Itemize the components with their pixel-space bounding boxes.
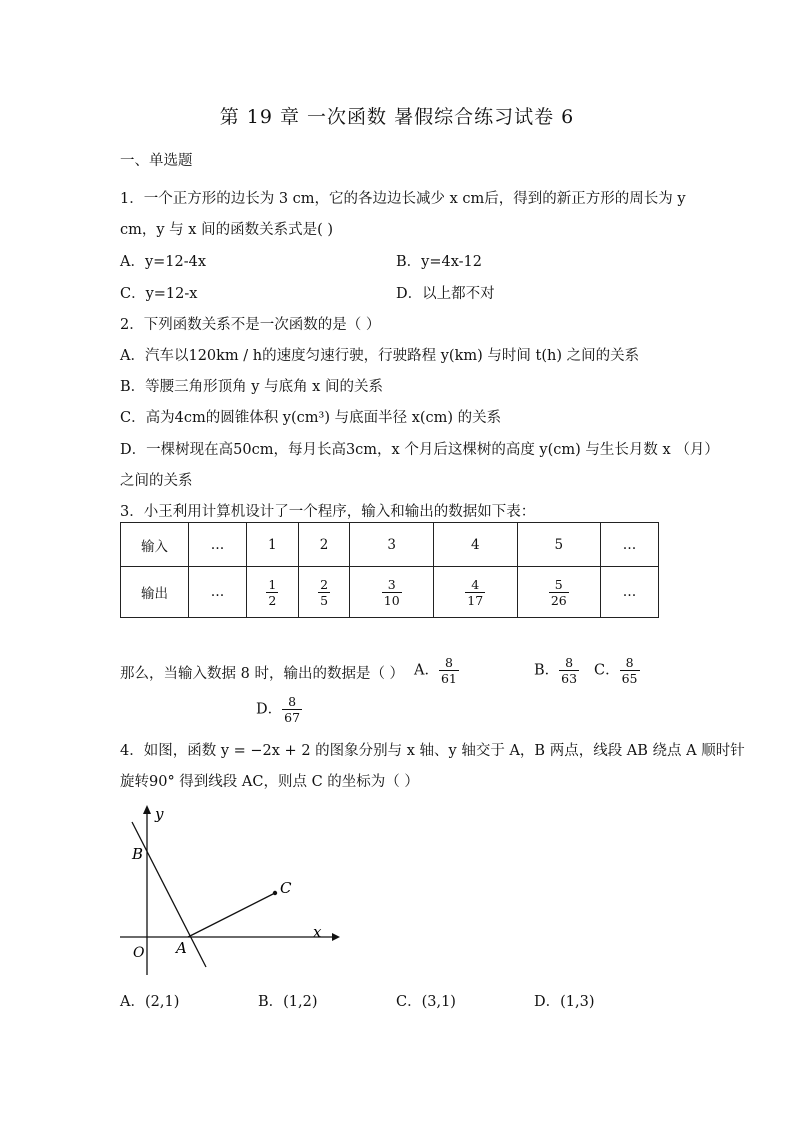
- page-title: 第 19 章 一次函数 暑假综合练习试卷 6: [219, 106, 575, 128]
- table-cell: …: [601, 567, 659, 618]
- point-b-label: B: [132, 845, 144, 863]
- fraction: $\frac{8}{65}$: [621, 655, 638, 686]
- q4-stem-line1: 4．如图，函数 y = −2x + 2 的图象分别与 x 轴、y 轴交于 A，B 两点，线段 AB 绕点 A 顺时针: [120, 743, 745, 759]
- origin-label: O: [133, 945, 145, 961]
- point-c: [273, 891, 277, 895]
- fraction: $\frac{5}{26}$: [550, 576, 567, 608]
- table-cell: …: [601, 523, 659, 567]
- table-cell: [517, 567, 601, 618]
- fraction: $\frac{8}{63}$: [561, 655, 578, 686]
- table-row-output: [121, 567, 659, 618]
- q2-option-d-line2: 之间的关系: [120, 473, 193, 489]
- x-axis-label: x: [313, 923, 322, 941]
- fraction: $\frac{2}{5}$: [320, 576, 329, 608]
- table-cell: [350, 567, 434, 618]
- q1-option-c[interactable]: C．y=12-x: [120, 286, 198, 302]
- x-axis-arrow-icon: [332, 933, 340, 941]
- q3-option-a[interactable]: A． $\frac{8}{61}$: [414, 655, 457, 686]
- q2-option-a[interactable]: A．汽车以120km / h的速度匀速行驶，行驶路程 y(km) 与时间 t(h) 之间的关系: [120, 348, 640, 364]
- q3-option-c[interactable]: C． $\frac{8}{65}$: [594, 655, 638, 686]
- segment-ac: [188, 893, 275, 937]
- io-table: [120, 522, 659, 618]
- q3-option-d[interactable]: D． $\frac{8}{67}$: [256, 694, 301, 725]
- table-cell: 5: [517, 523, 601, 567]
- q3-stem: 3．小王利用计算机设计了一个程序，输入和输出的数据如下表：: [120, 504, 536, 520]
- q1-option-b[interactable]: B．y=4x-12: [396, 254, 482, 270]
- fraction: $\frac{8}{61}$: [440, 655, 457, 686]
- table-cell: …: [189, 567, 247, 618]
- fraction: $\frac{4}{17}$: [467, 576, 484, 608]
- q4-figure: [120, 800, 340, 980]
- y-axis-label: y: [155, 805, 164, 823]
- q2-option-b[interactable]: B．等腰三角形顶角 y 与底角 x 间的关系: [120, 379, 383, 395]
- point-a-label: A: [176, 939, 187, 957]
- q4-option-a[interactable]: A．(2,1): [120, 994, 180, 1010]
- fraction: $\frac{8}{67}$: [284, 694, 301, 725]
- q4-option-c[interactable]: C．(3,1): [396, 994, 456, 1010]
- table-cell: [298, 567, 350, 618]
- y-axis-arrow-icon: [143, 805, 151, 814]
- q2-option-c[interactable]: C．高为4cm的圆锥体积 y(cm³) 与底面半径 x(cm) 的关系: [120, 410, 502, 426]
- q3-question: 那么，当输入数据 8 时，输出的数据是（ ）: [120, 666, 405, 682]
- table-cell: 3: [350, 523, 434, 567]
- fraction: $\frac{1}{2}$: [268, 576, 277, 608]
- table-cell: 1: [246, 523, 298, 567]
- q3-option-b[interactable]: B． $\frac{8}{63}$: [534, 655, 578, 686]
- table-cell: 2: [298, 523, 350, 567]
- q4-option-d[interactable]: D．(1,3): [534, 994, 595, 1010]
- table-cell: 4: [433, 523, 517, 567]
- table-cell: [246, 567, 298, 618]
- q1-stem-line2: cm，y 与 x 间的函数关系式是( ): [120, 222, 333, 238]
- q4-stem-line2: 旋转90° 得到线段 AC，则点 C 的坐标为（ ）: [120, 774, 419, 790]
- q1-stem-line1: 1．一个正方形的边长为 3 cm，它的各边边长减少 x cm后，得到的新正方形的周长为 y: [120, 191, 686, 207]
- section-heading: 一、单选题: [120, 153, 193, 169]
- point-c-label: C: [280, 879, 292, 897]
- q1-option-a[interactable]: A．y=12-4x: [120, 254, 207, 270]
- table-row-input: [121, 523, 659, 567]
- q2-stem: 2．下列函数关系不是一次函数的是（ ）: [120, 317, 381, 333]
- q1-option-d[interactable]: D．以上都不对: [396, 286, 495, 302]
- q4-option-b[interactable]: B．(1,2): [258, 994, 318, 1010]
- table-header-input: 输入: [121, 523, 189, 567]
- table-cell: …: [189, 523, 247, 567]
- table-header-output: 输出: [121, 567, 189, 618]
- table-cell: [433, 567, 517, 618]
- fraction: $\frac{3}{10}$: [383, 576, 400, 608]
- q2-option-d-line1[interactable]: D．一棵树现在高50cm，每月长高3cm，x 个月后这棵树的高度 y(cm) 与生长月数 x （月）: [120, 442, 719, 458]
